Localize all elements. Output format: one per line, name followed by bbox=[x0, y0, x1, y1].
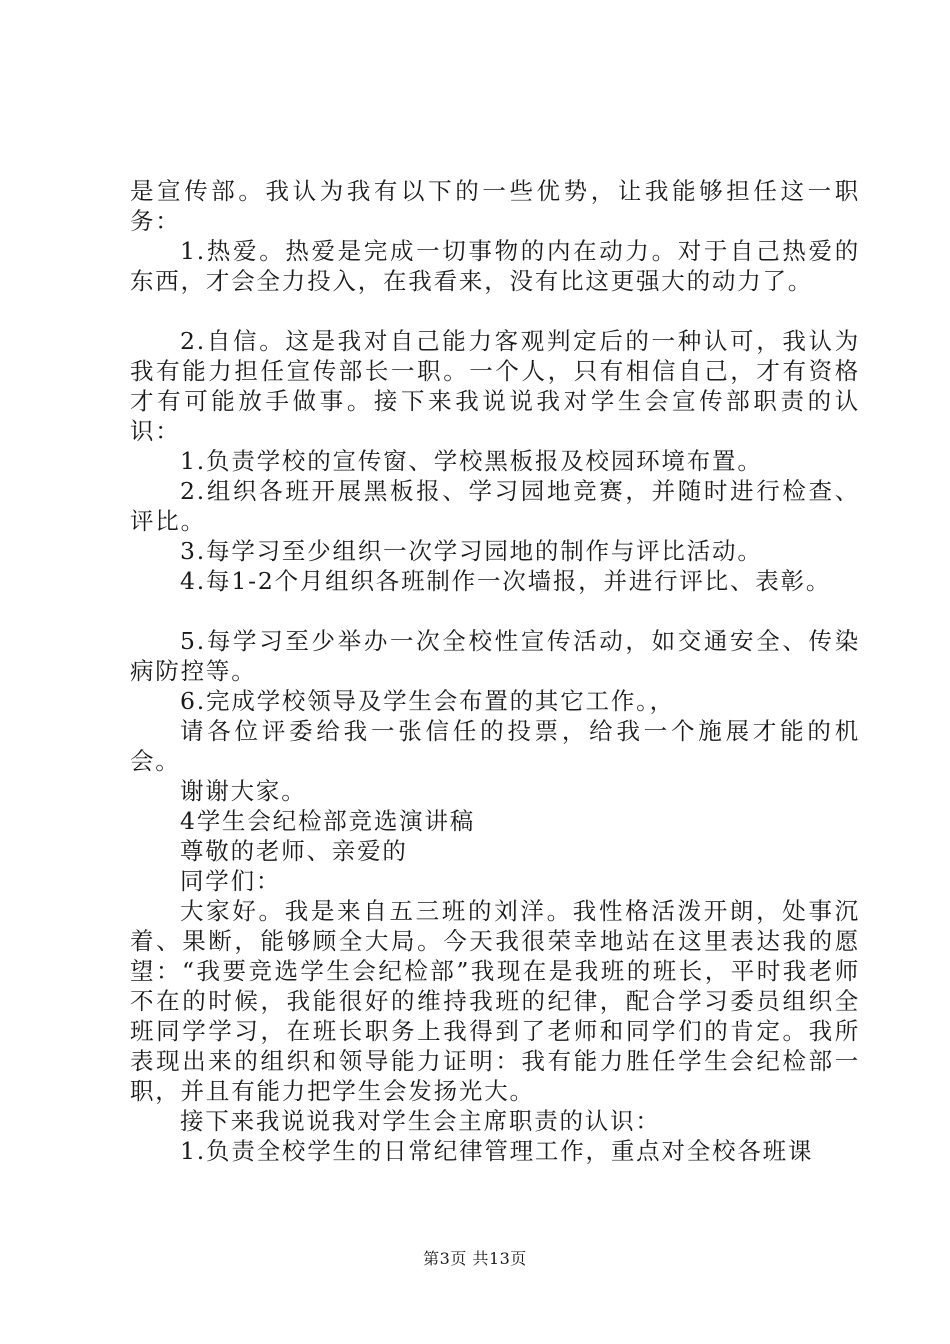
paragraph: 4学生会纪检部竞选演讲稿 bbox=[180, 807, 476, 835]
paragraph: 尊敬的老师、亲爱的 bbox=[180, 837, 408, 865]
paragraph: 1.负责学校的宣传窗、学校黑板报及校园环境布置。 bbox=[180, 447, 763, 475]
paragraph: 同学们： bbox=[180, 867, 282, 895]
paragraph: 谢谢大家。 bbox=[180, 777, 307, 805]
paragraph: 5.每学习至少举办一次全校性宣传活动，如交通安全、传染病防控等。 bbox=[130, 627, 860, 685]
paragraph: 是宣传部。我认为我有以下的一些优势，让我能够担任这一职务： bbox=[130, 177, 860, 235]
paragraph: 3.每学习至少组织一次学习园地的制作与评比活动。 bbox=[180, 537, 763, 565]
page-footer: 第3页 共13页 bbox=[423, 1249, 527, 1268]
paragraph: 2.组织各班开展黑板报、学习园地竞赛，并随时进行检查、评比。 bbox=[130, 477, 860, 535]
paragraph: 4.每1-2个月组织各班制作一次墙报，并进行评比、表彰。 bbox=[180, 567, 832, 595]
paragraph: 6.完成学校领导及学生会布置的其它工作。， bbox=[180, 687, 675, 715]
paragraph: 1.热爱。热爱是完成一切事物的内在动力。对于自己热爱的东西，才会全力投入，在我看来，没有比这更强大的动力了。 bbox=[130, 237, 860, 295]
document-body bbox=[130, 176, 860, 1166]
paragraph: 接下来我说说我对学生会主席职责的认识： bbox=[180, 1107, 661, 1135]
paragraph: 大家好。我是来自五三班的刘洋。我性格活泼开朗，处事沉着、果断，能够顾全大局。今天我很荣幸地站在这里表达我的愿望：“我要竞选学生会纪检部”我现在是我班的班长，平时我老师不在的时候，我能很好的维持我班的纪律，配合学习委员组织全班同学学习，在班长职务上我得到了老师和同学们的肯定。我所表现出来的组织和领导能力证明：我有能力胜任学生会纪检部一职，并且有能力把学生会发扬光大。 bbox=[130, 897, 860, 1105]
paragraph: 2.自信。这是我对自己能力客观判定后的一种认可，我认为我有能力担任宣传部长一职。一个人，只有相信自己，才有资格才有可能放手做事。接下来我说说我对学生会宣传部职责的认识： bbox=[130, 327, 860, 445]
paragraph: 请各位评委给我一张信任的投票，给我一个施展才能的机会。 bbox=[130, 717, 860, 775]
paragraph: 1.负责全校学生的日常纪律管理工作，重点对全校各班课 bbox=[180, 1137, 814, 1165]
